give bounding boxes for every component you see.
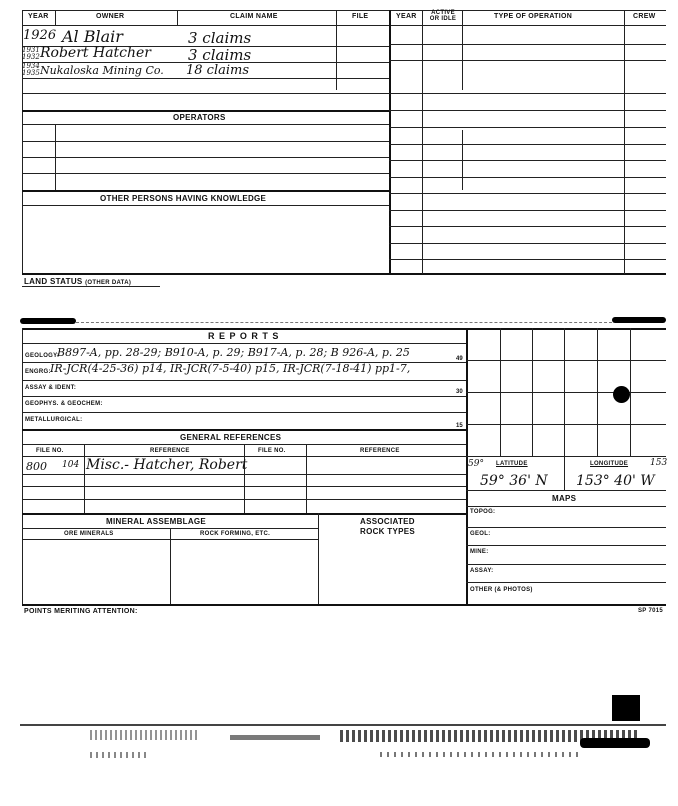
operators-col-divider xyxy=(55,124,56,190)
latlong-bottom-line xyxy=(466,490,666,491)
op-row-line xyxy=(389,93,666,94)
scan-line xyxy=(20,724,666,726)
reports-bottom-line xyxy=(22,429,466,431)
center-divider xyxy=(389,10,391,274)
claim-name-3: 18 claims xyxy=(186,63,250,78)
scan-block xyxy=(612,695,640,721)
general-references-title: GENERAL REFERENCES xyxy=(180,433,282,442)
maps-line xyxy=(466,545,666,546)
land-status-title: LAND STATUS xyxy=(24,277,83,286)
grid-line-h xyxy=(466,360,666,361)
op-row-line xyxy=(389,44,666,45)
op-row-line xyxy=(389,210,666,211)
year-col-divider xyxy=(55,10,56,25)
claim-name-2: 3 claims xyxy=(188,46,252,64)
scan-noise xyxy=(90,752,150,758)
reports-title-line xyxy=(22,343,466,344)
engrg-label: ENGRG: xyxy=(25,369,51,375)
maps-line xyxy=(466,564,666,565)
header-op-year: YEAR xyxy=(396,13,417,20)
operators-label: OPERATORS xyxy=(173,113,226,122)
op-row-line xyxy=(389,160,666,161)
longitude-suffix: 153 xyxy=(650,458,668,468)
points-meriting-attention-label: POINTS MERITING ATTENTION: xyxy=(24,608,138,615)
scan-noise xyxy=(230,735,320,740)
gen-ref-file-value: 800 xyxy=(26,460,47,473)
op-row-line xyxy=(389,60,666,61)
maps-line xyxy=(466,582,666,583)
reports-title: R E P O R T S xyxy=(208,331,280,341)
claim-owner-1: Al Blair xyxy=(62,27,123,46)
op-row-line xyxy=(389,144,666,145)
op-row-line xyxy=(389,127,666,128)
latitude-value: 59° 36' N xyxy=(480,473,548,489)
active-col-divider xyxy=(422,10,423,274)
maps-assay-label: ASSAY: xyxy=(470,568,494,574)
ore-minerals-label: ORE MINERALS xyxy=(64,531,114,537)
other-persons-top-line xyxy=(22,190,389,192)
header-file: FILE xyxy=(352,13,369,20)
op-row-line xyxy=(389,226,666,227)
gen-ref-reference-label-2: REFERENCE xyxy=(360,448,400,454)
reports-top-border xyxy=(22,328,666,330)
maps-mine-label: MINE: xyxy=(470,549,489,555)
gen-ref-row-line xyxy=(22,499,466,500)
claim-row-line xyxy=(22,78,389,79)
gen-ref-col-divider xyxy=(244,444,245,514)
land-status-label xyxy=(24,277,131,286)
scan-line xyxy=(76,322,612,323)
op-row-line xyxy=(389,259,666,260)
form-number: SP 7015 xyxy=(638,608,664,614)
margin-number: 49 xyxy=(456,356,463,362)
gen-ref-col-divider xyxy=(306,444,307,514)
op-row-line xyxy=(389,193,666,194)
header-year: YEAR xyxy=(28,13,49,20)
associated-label: ASSOCIATED xyxy=(360,517,415,526)
geology-value: B897-A, pp. 28-29; B910-A, p. 29; B917-A, p. 28; B 926-A, p. 25 xyxy=(57,346,410,359)
latlong-divider xyxy=(564,456,565,490)
mineral-assemblage-title: MINERAL ASSEMBLAGE xyxy=(106,517,207,526)
longitude-label: LONGITUDE xyxy=(590,461,629,467)
reports-line xyxy=(22,380,466,381)
other-persons-line xyxy=(22,205,389,206)
longitude-value: 153° 40' W xyxy=(576,473,655,489)
scan-smudge xyxy=(612,317,666,323)
crew-col-divider xyxy=(624,10,625,274)
grid-line-h xyxy=(466,424,666,425)
rock-forming-label: ROCK FORMING, ETC. xyxy=(200,531,271,537)
scan-noise xyxy=(90,730,200,740)
type-col-divider xyxy=(462,10,463,90)
mineral-right-divider xyxy=(318,513,319,604)
top-section-bottom xyxy=(22,273,666,275)
claim-row-line xyxy=(22,93,389,94)
gen-ref-reference-value: Misc.- Hatcher, Robert xyxy=(86,457,248,473)
assay-label: ASSAY & IDENT: xyxy=(25,385,77,391)
header-active-idle: ACTIVE OR IDLE xyxy=(429,10,457,22)
header-owner: OWNER xyxy=(96,13,125,20)
op-row-line xyxy=(389,110,666,111)
latlong-top-line xyxy=(466,456,666,457)
op-row-line xyxy=(389,177,666,178)
other-persons-label: OTHER PERSONS HAVING KNOWLEDGE xyxy=(100,194,267,203)
gen-ref-col-divider xyxy=(84,444,85,514)
claim-owner-2: Robert Hatcher xyxy=(40,45,152,61)
maps-line xyxy=(466,527,666,528)
header-bottom-line xyxy=(22,25,666,26)
maps-title: MAPS xyxy=(552,494,577,503)
margin-number: 15 xyxy=(456,423,463,429)
maps-other-label: OTHER (& PHOTOS) xyxy=(470,587,533,593)
header-claim-name: CLAIM NAME xyxy=(230,13,278,20)
scan-smudge xyxy=(20,318,76,324)
owner-col-divider xyxy=(177,10,178,25)
gen-ref-reference-label-1: REFERENCE xyxy=(150,448,190,454)
claim-year-1: 1926 xyxy=(23,28,57,43)
latitude-prefix: 59° xyxy=(468,459,484,469)
maps-title-line xyxy=(466,506,666,507)
mineral-col-divider xyxy=(170,528,171,604)
gen-ref-row-line xyxy=(22,486,466,487)
gen-ref-row-line xyxy=(22,474,466,475)
header-crew: CREW xyxy=(633,13,656,20)
operators-line xyxy=(22,124,389,125)
reports-section-bottom xyxy=(22,604,666,606)
gen-ref-file-sub-value: 104 xyxy=(62,460,80,470)
op-row-line xyxy=(389,243,666,244)
geology-label: GEOLOGY: xyxy=(25,353,60,359)
header-type-of-operation: TYPE OF OPERATION xyxy=(494,13,573,20)
operators-line xyxy=(22,157,389,158)
operators-line xyxy=(22,173,389,174)
margin-number: 30 xyxy=(456,389,463,395)
scan-noise xyxy=(380,752,580,757)
claim-name-1: 3 claims xyxy=(188,29,252,47)
metallurgical-label: METALLURGICAL: xyxy=(25,417,83,423)
land-status-subtitle: (OTHER DATA) xyxy=(85,280,132,286)
top-border xyxy=(22,10,666,11)
gen-ref-bottom-line xyxy=(22,513,466,515)
rock-types-label: ROCK TYPES xyxy=(360,527,416,536)
land-status-underline xyxy=(22,286,160,287)
claim-owner-3: Nukaloska Mining Co. xyxy=(40,64,164,77)
operators-top-line xyxy=(22,110,389,112)
scan-blot xyxy=(580,738,650,748)
geophys-label: GEOPHYS. & GEOCHEM: xyxy=(25,401,103,407)
operators-line xyxy=(22,141,389,142)
reports-line xyxy=(22,396,466,397)
reports-line xyxy=(22,412,466,413)
gen-ref-file-no-label-2: FILE NO. xyxy=(258,448,286,454)
grid-line-h xyxy=(466,392,666,393)
gen-ref-file-no-label-1: FILE NO. xyxy=(36,448,64,454)
location-dot xyxy=(613,386,630,403)
claim-year-2: 1931 1932 xyxy=(22,46,40,61)
engrg-value: IR-JCR(4-25-36) p14, IR-JCR(7-5-40) p15, IR-JCR(7-18-41) pp1-7, xyxy=(50,362,411,375)
claim-year-3: 1934 1935 xyxy=(22,62,40,77)
latitude-label: LATITUDE xyxy=(496,461,528,467)
maps-geol-label: GEOL: xyxy=(470,531,491,537)
reports-left-border xyxy=(22,328,23,604)
maps-topog-label: TOPOG: xyxy=(470,509,496,515)
